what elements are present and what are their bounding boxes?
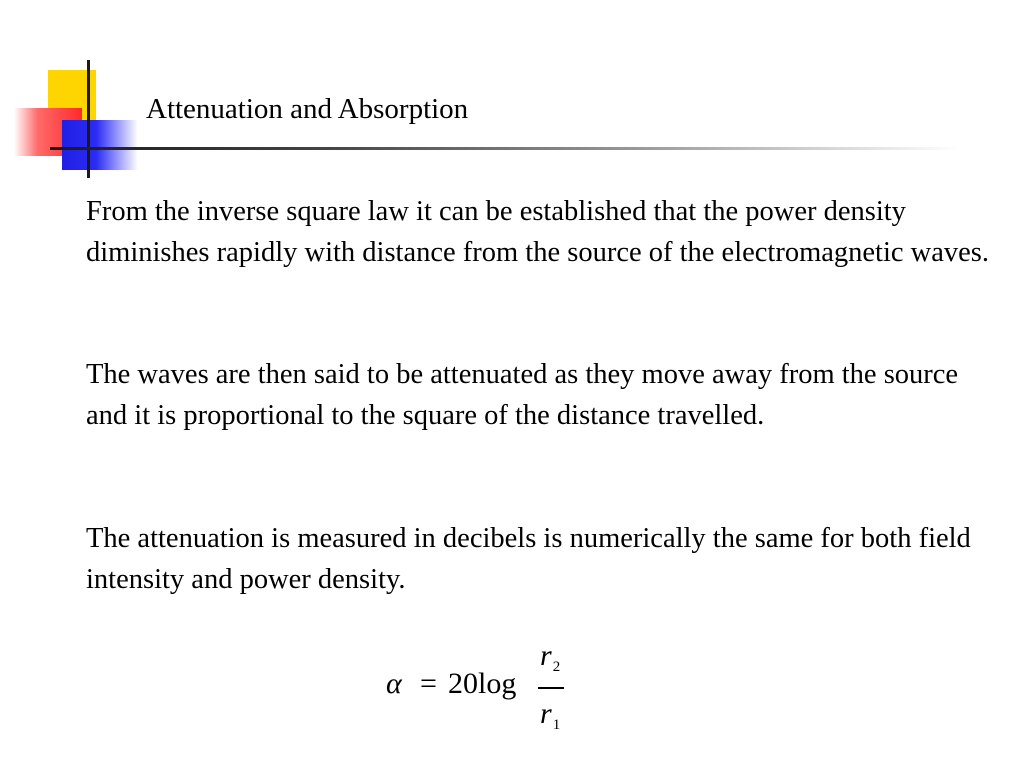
slide-title: Attenuation and Absorption xyxy=(146,93,469,125)
formula-alpha: α xyxy=(386,667,402,700)
numerator-variable: r xyxy=(540,639,552,672)
title-underline-rule xyxy=(50,147,960,150)
title-ornament xyxy=(0,0,160,190)
fraction-bar xyxy=(538,687,564,689)
formula-denominator xyxy=(540,697,560,734)
paragraph-decibels: The attenuation is measured in decibels is numerically the same for both field intensity and power density. xyxy=(86,523,971,595)
numerator-subscript: 2 xyxy=(552,659,561,675)
attenuation-formula xyxy=(386,639,586,745)
formula-equals: = xyxy=(420,667,437,700)
ornament-vertical-line xyxy=(87,60,90,178)
denominator-subscript: 1 xyxy=(552,717,561,733)
paragraph-attenuation: The waves are then said to be attenuated as they move away from the source and it is proportional to the square of the distance travelled. xyxy=(86,359,959,431)
ornament-blue-square xyxy=(62,120,138,170)
formula-coefficient: 20 xyxy=(448,667,478,700)
formula-log: log xyxy=(478,667,517,700)
paragraph-inverse-square: From the inverse square law it can be established that the power density diminishes rapidly with distance from the source of the electromagnetic waves. xyxy=(86,196,990,268)
formula-numerator xyxy=(540,639,560,676)
denominator-variable: r xyxy=(540,697,552,730)
